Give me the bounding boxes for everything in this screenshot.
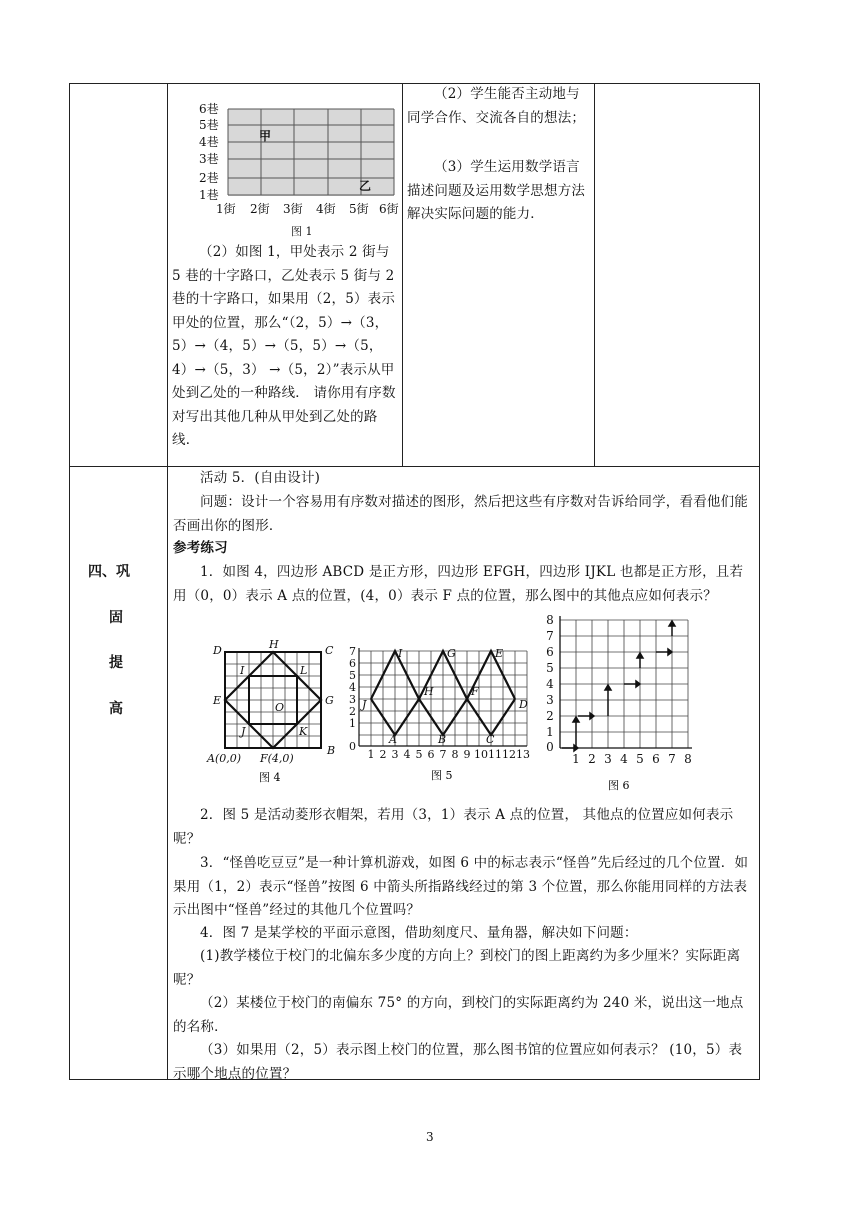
reference-heading: 参考练习 <box>173 540 228 556</box>
fig4-label: J <box>241 725 246 738</box>
table-right-border <box>759 83 760 1080</box>
page-number: 3 <box>426 1130 434 1144</box>
table-col-divider <box>167 83 168 1080</box>
exercise-3: 3．“怪兽吃豆豆”是一种计算机游戏，如图 6 中的标志表示“怪兽”先后经过的几个位置．如果用（1，2）表示“怪兽”按图 6 中箭头所指路线经过的第 3 个位置，那么你能用同样的方法表示出图中“怪兽”经过的其他几个位置吗？ <box>173 855 749 918</box>
street-label: 4街 <box>316 202 336 216</box>
section-label-part: 高 <box>109 701 123 717</box>
fig5-y-tick: 0 <box>349 740 356 753</box>
street-label: 1街 <box>216 202 236 216</box>
fig5-label: F <box>471 685 479 698</box>
fig6-y-tick: 7 <box>546 629 554 643</box>
section-label-part: 固 <box>109 610 123 626</box>
fig5-x-tick: 8 <box>451 748 459 761</box>
fig5-x-tick: 5 <box>415 748 423 761</box>
fig5-x-tick: 12 <box>502 748 516 761</box>
exercise-4: 4．图 7 是某学校的平面示意图，借助刻度尺、量角器，解决如下问题： <box>200 925 638 941</box>
street-label: 5街 <box>349 202 369 216</box>
fig5-label: G <box>447 647 456 660</box>
fig4-label: B <box>327 744 336 757</box>
lane-label: 5巷 <box>199 118 219 132</box>
fig5-x-tick: 6 <box>427 748 435 761</box>
fig6-x-tick: 8 <box>684 752 692 766</box>
fig5-label: H <box>424 685 434 698</box>
exercise-2: 2．图 5 是活动菱形衣帽架，若用（3，1）表示 A 点的位置， 其他点的位置应如何表示呢？ <box>173 807 734 847</box>
fig4-label: D <box>213 644 222 657</box>
figure-caption: 图 4 <box>259 771 281 784</box>
fig6-y-tick: 4 <box>546 677 554 691</box>
street-label: 6街 <box>379 202 399 216</box>
fig5-label: B <box>438 733 447 746</box>
street-label: 2街 <box>250 202 270 216</box>
figure-4-squares <box>205 635 345 785</box>
fig6-x-tick: 4 <box>620 752 628 766</box>
fig5-x-tick: 9 <box>463 748 471 761</box>
fig5-x-tick: 7 <box>439 748 447 761</box>
fig6-x-tick: 3 <box>604 752 612 766</box>
table-col-divider <box>594 83 595 466</box>
figure-6-monster-path <box>540 612 700 794</box>
figure-1-street-grid <box>195 98 405 238</box>
fig4-label: E <box>213 694 222 707</box>
marker-jia: 甲 <box>259 129 272 143</box>
table-left-border <box>69 83 70 1080</box>
figure-caption: 图 5 <box>431 769 453 782</box>
fig6-x-tick: 0 <box>546 740 554 754</box>
fig4-label: I <box>240 664 245 677</box>
section-label-part: 四、巩 <box>88 564 130 580</box>
fig5-x-tick: 3 <box>391 748 399 761</box>
exercise-4-part-3: （3）如果用（2，5）表示图上校门的位置，那么图书馆的位置应如何表示？ (10，5）表示哪个地点的位置？ <box>173 1042 743 1082</box>
fig6-y-tick: 2 <box>546 709 554 723</box>
fig6-x-tick: 5 <box>636 752 644 766</box>
fig5-y-tick: 7 <box>349 645 356 658</box>
fig5-label: A <box>389 733 397 746</box>
fig5-x-tick: 11 <box>488 748 502 761</box>
fig5-y-tick: 2 <box>349 705 356 718</box>
fig5-label: J <box>362 698 367 711</box>
fig6-x-tick: 2 <box>588 752 596 766</box>
lane-label: 4巷 <box>199 135 219 149</box>
fig4-label: A(0,0) <box>207 752 242 765</box>
evaluation-2-text: （2）学生能否主动地与同学合作、交流各自的想法； <box>407 86 586 126</box>
fig5-y-tick: 4 <box>349 681 356 694</box>
fig4-label: L <box>300 664 308 677</box>
fig6-x-tick: 1 <box>572 752 580 766</box>
fig6-y-tick: 3 <box>546 693 554 707</box>
fig5-x-tick: 10 <box>474 748 488 761</box>
fig5-y-tick: 5 <box>349 669 356 682</box>
fig4-label: H <box>269 638 279 651</box>
fig5-label: I <box>398 647 403 660</box>
street-label: 3街 <box>283 202 303 216</box>
figure-caption: 图 6 <box>608 779 630 792</box>
fig5-x-tick: 4 <box>403 748 411 761</box>
exercise-1: 1．如图 4，四边形 ABCD 是正方形，四边形 EFGH，四边形 IJKL 也都是正方形，且若用（0，0）表示 A 点的位置，(4，0）表示 F 点的位置，那么图中的其他点应如何表示？ <box>173 564 744 604</box>
figure-5-rhombus-rack <box>345 642 535 784</box>
fig6-y-tick: 6 <box>546 645 554 659</box>
fig5-y-tick: 1 <box>349 717 356 730</box>
exercise-4-part-1: (1)教学楼位于校门的北偏东多少度的方向上？到校门的图上距离约为多少厘米？实际距离呢？ <box>173 948 741 988</box>
fig5-x-tick: 2 <box>379 748 387 761</box>
fig5-y-tick: 6 <box>349 657 356 670</box>
fig5-x-tick: 13 <box>516 748 530 761</box>
fig5-label: D <box>519 698 528 711</box>
activity-problem: 问题：设计一个容易用有序数对描述的图形，然后把这些有序数对告诉给同学，看看他们能否画出你的图形． <box>173 494 748 534</box>
fig5-label: E <box>495 647 504 660</box>
marker-yi: 乙 <box>359 179 372 193</box>
fig4-label: G <box>325 694 334 707</box>
fig5-y-tick: 3 <box>349 693 356 706</box>
fig6-y-tick: 1 <box>546 725 554 739</box>
question-2-text: （2）如图 1，甲处表示 2 街与 5 巷的十字路口，乙处表示 5 街与 2 巷的十字路口，如果用（2，5）表示甲处的位置，那么“（2，5）→（3，5）→（4，5）→（5，5）→（5，4）→（5，3） →（5，2）”表示从甲处到乙处的一种路线． 请你用有序数对写出其他几种从甲处到乙处的路线． <box>172 244 396 448</box>
evaluation-3-text: （3）学生运用数学语言描述问题及运用数学思想方法解决实际问题的能力． <box>407 159 586 222</box>
fig6-x-tick: 7 <box>668 752 676 766</box>
lane-label: 2巷 <box>199 171 219 185</box>
fig6-y-tick: 8 <box>546 613 554 627</box>
fig5-label: C <box>486 733 495 746</box>
section-label-part: 提 <box>109 655 123 671</box>
fig6-y-tick: 5 <box>546 661 554 675</box>
fig5-x-tick: 1 <box>367 748 375 761</box>
lane-label: 6巷 <box>199 102 219 116</box>
activity-title: 活动 5．(自由设计) <box>200 470 321 486</box>
fig4-label: C <box>325 644 334 657</box>
figure-caption: 图 1 <box>291 225 313 238</box>
exercise-4-part-2: （2）某楼位于校门的南偏东 75° 的方向，到校门的实际距离约为 240 米，说出这一地点的名称． <box>173 995 744 1035</box>
fig6-x-tick: 6 <box>652 752 660 766</box>
lane-label: 3巷 <box>199 152 219 166</box>
lane-label: 1巷 <box>199 188 219 202</box>
fig4-label: F(4,0) <box>260 752 294 765</box>
fig4-label: O <box>275 701 285 714</box>
fig4-label: K <box>299 725 308 738</box>
